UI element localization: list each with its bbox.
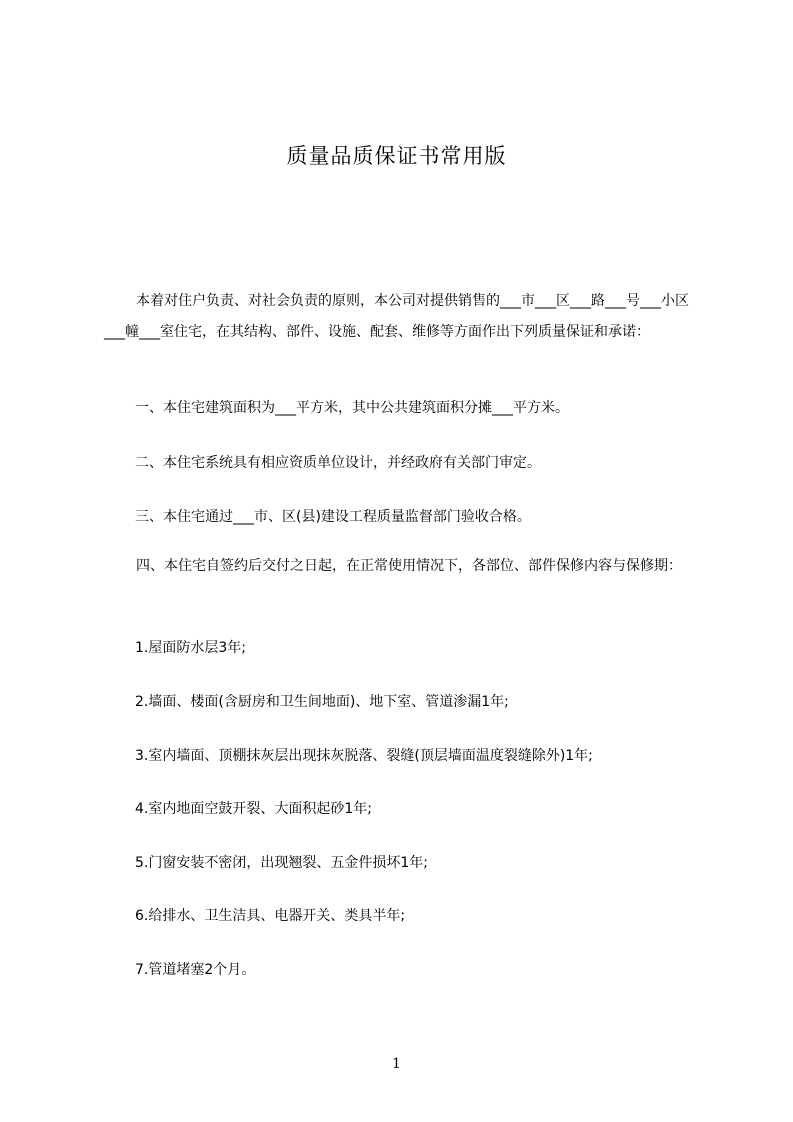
clause-3: 三、本住宅通过___市、区(县)建设工程质量监督部门验收合格。 xyxy=(135,509,531,525)
clause-4: 四、本住宅自签约后交付之日起，在正常使用情况下，各部位、部件保修内容与保修期： xyxy=(136,558,682,574)
intro-paragraph: 本着对住户负责、对社会负责的原则，本公司对提供销售的___市___区___路___号___小区___幢___室住宅，在其结构、部件、设施、配套、维修等方面作出下列质量保证和承诺： xyxy=(104,293,689,340)
warranty-item-3: 3.室内墙面、顶棚抹灰层出现抹灰脱落、裂缝(顶层墙面温度裂缝除外)1年; xyxy=(135,748,593,764)
warranty-item-1: 1.屋面防水层3年; xyxy=(135,640,246,656)
warranty-item-5: 5.门窗安装不密闭，出现翘裂、五金件损坏1年; xyxy=(135,855,428,871)
warranty-item-7: 7.管道堵塞2个月。 xyxy=(135,962,256,978)
warranty-item-4: 4.室内地面空鼓开裂、大面积起砂1年; xyxy=(135,801,372,817)
clause-2: 二、本住宅系统具有相应资质单位设计，并经政府有关部门审定。 xyxy=(135,455,541,471)
clause-1: 一、本住宅建筑面积为___平方米，其中公共建筑面积分摊___平方米。 xyxy=(135,400,569,416)
warranty-item-6: 6.给排水、卫生洁具、电器开关、类具半年; xyxy=(135,908,406,924)
page-number: 1 xyxy=(392,1056,401,1072)
document-title: 质量品质保证书常用版 xyxy=(286,144,507,168)
warranty-item-2: 2.墙面、楼面(含厨房和卫生间地面)、地下室、管道渗漏1年; xyxy=(135,694,509,710)
